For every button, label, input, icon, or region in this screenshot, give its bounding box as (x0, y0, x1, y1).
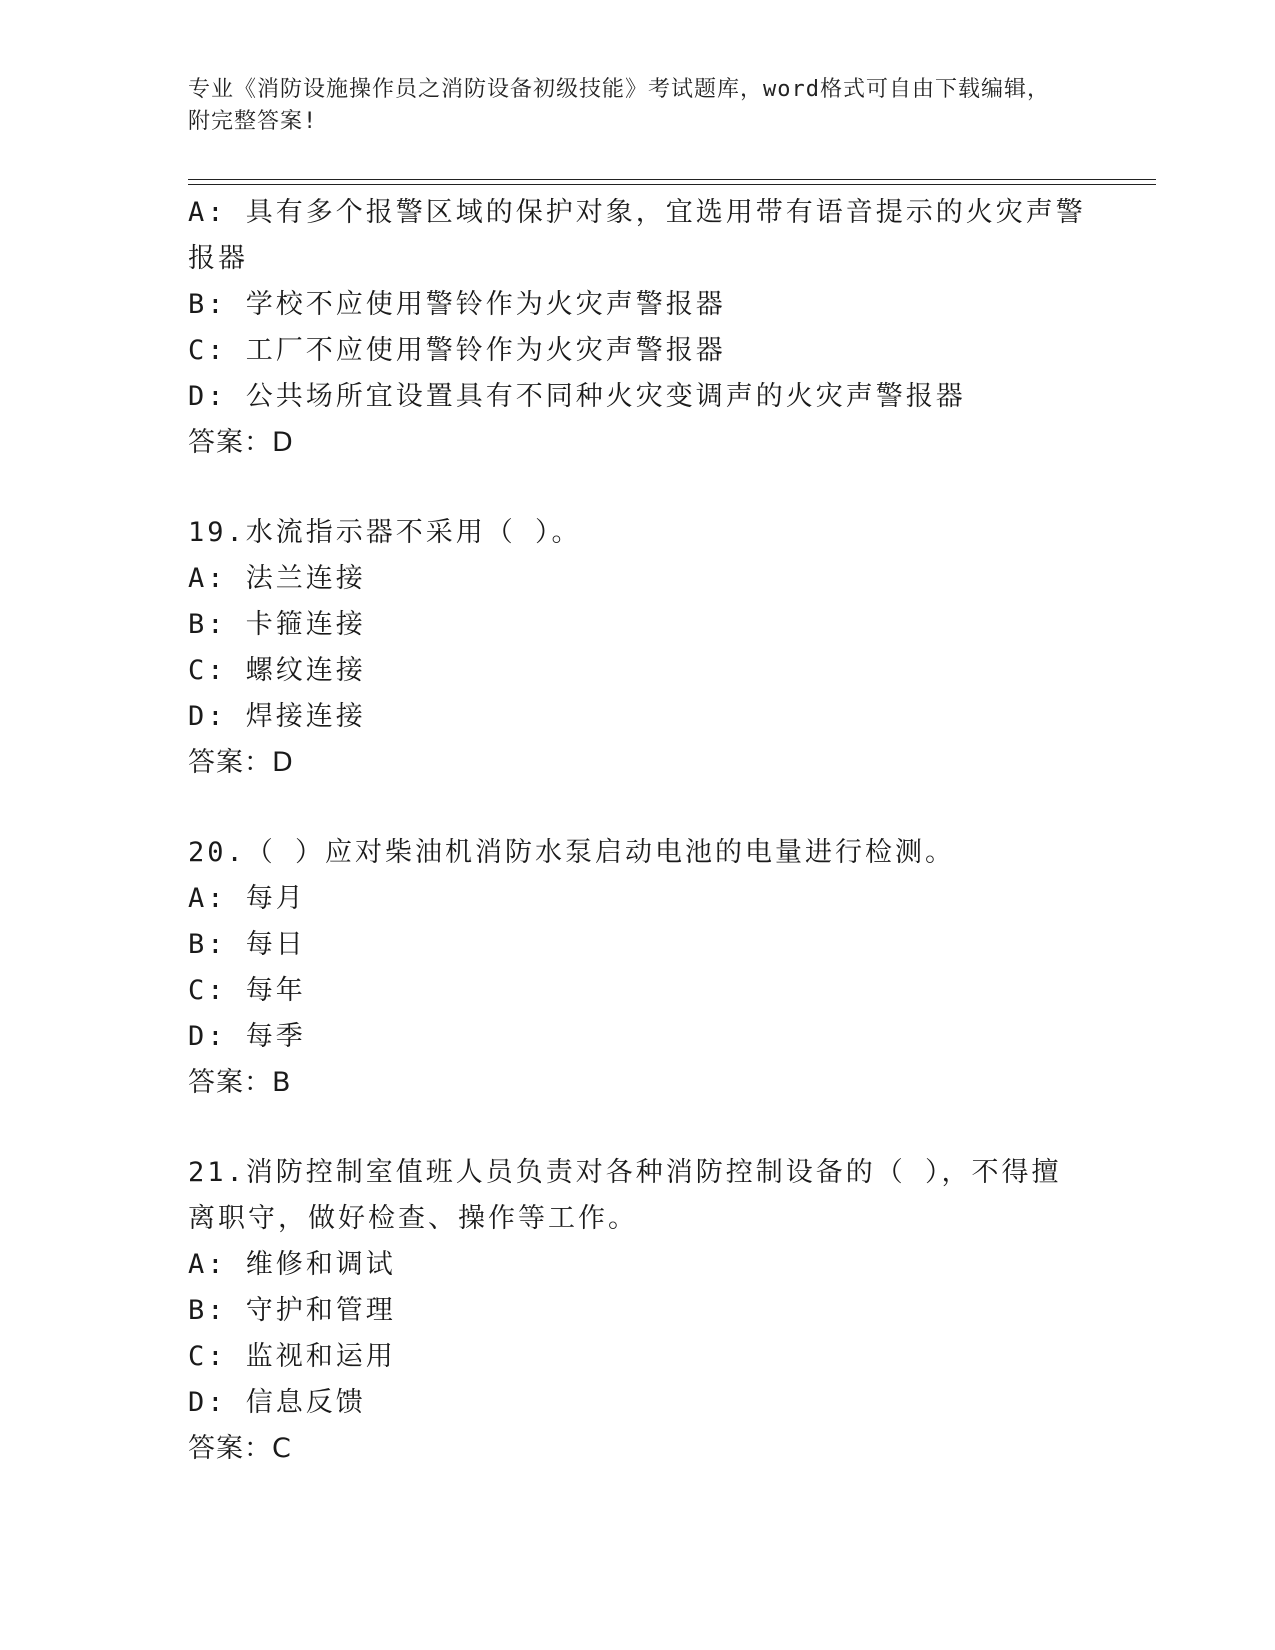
answer-line (188, 740, 1088, 786)
document-header: 专业《消防设施操作员之消防设备初级技能》考试题库，word格式可自由下载编辑，附完整答案! (188, 77, 1050, 134)
answer-value: D (272, 427, 294, 458)
option-b: B: 守护和管理 (188, 1295, 396, 1326)
question-title: 19.水流指示器不采用（ ）。 (188, 517, 582, 548)
question-spacer (188, 786, 1088, 830)
option-a: A: 维修和调试 (188, 1249, 396, 1280)
question-list (188, 190, 1088, 1472)
question-block-21 (188, 1150, 1088, 1472)
option-a: A: 法兰连接 (188, 563, 366, 594)
option-a: A: 每月 (188, 883, 306, 914)
answer-line (188, 1060, 1088, 1106)
answer-label: 答案： (188, 1433, 272, 1464)
option-d: D: 每季 (188, 1021, 306, 1052)
question-block-20 (188, 830, 1088, 1106)
header-divider-top (188, 179, 1156, 180)
question-title: 20.（ ）应对柴油机消防水泵启动电池的电量进行检测。 (188, 837, 956, 868)
question-block-18 (188, 190, 1088, 466)
question-spacer (188, 466, 1088, 510)
option-d: D: 焊接连接 (188, 701, 366, 732)
answer-value: C (272, 1433, 292, 1464)
option-a: A: 具有多个报警区域的保护对象，宜选用带有语音提示的火灾声警报器 (188, 197, 1086, 274)
option-b: B: 卡箍连接 (188, 609, 366, 640)
option-b: B: 每日 (188, 929, 306, 960)
answer-value: D (272, 747, 294, 778)
answer-line (188, 1426, 1088, 1472)
answer-label: 答案： (188, 1067, 272, 1098)
question-title: 21.消防控制室值班人员负责对各种消防控制设备的（ ），不得擅离职守，做好检查、操作等工作。 (188, 1157, 1062, 1234)
answer-value: B (272, 1067, 292, 1098)
question-block-19 (188, 510, 1088, 786)
option-c: C: 每年 (188, 975, 306, 1006)
option-d: D: 公共场所宜设置具有不同种火灾变调声的火灾声警报器 (188, 381, 966, 412)
option-c: C: 螺纹连接 (188, 655, 366, 686)
option-d: D: 信息反馈 (188, 1387, 366, 1418)
answer-label: 答案： (188, 427, 272, 458)
option-c: C: 工厂不应使用警铃作为火灾声警报器 (188, 335, 726, 366)
answer-line (188, 420, 1088, 466)
question-spacer (188, 1106, 1088, 1150)
option-c: C: 监视和运用 (188, 1341, 396, 1372)
header-divider-bottom (188, 184, 1156, 185)
answer-label: 答案： (188, 747, 272, 778)
option-b: B: 学校不应使用警铃作为火灾声警报器 (188, 289, 726, 320)
